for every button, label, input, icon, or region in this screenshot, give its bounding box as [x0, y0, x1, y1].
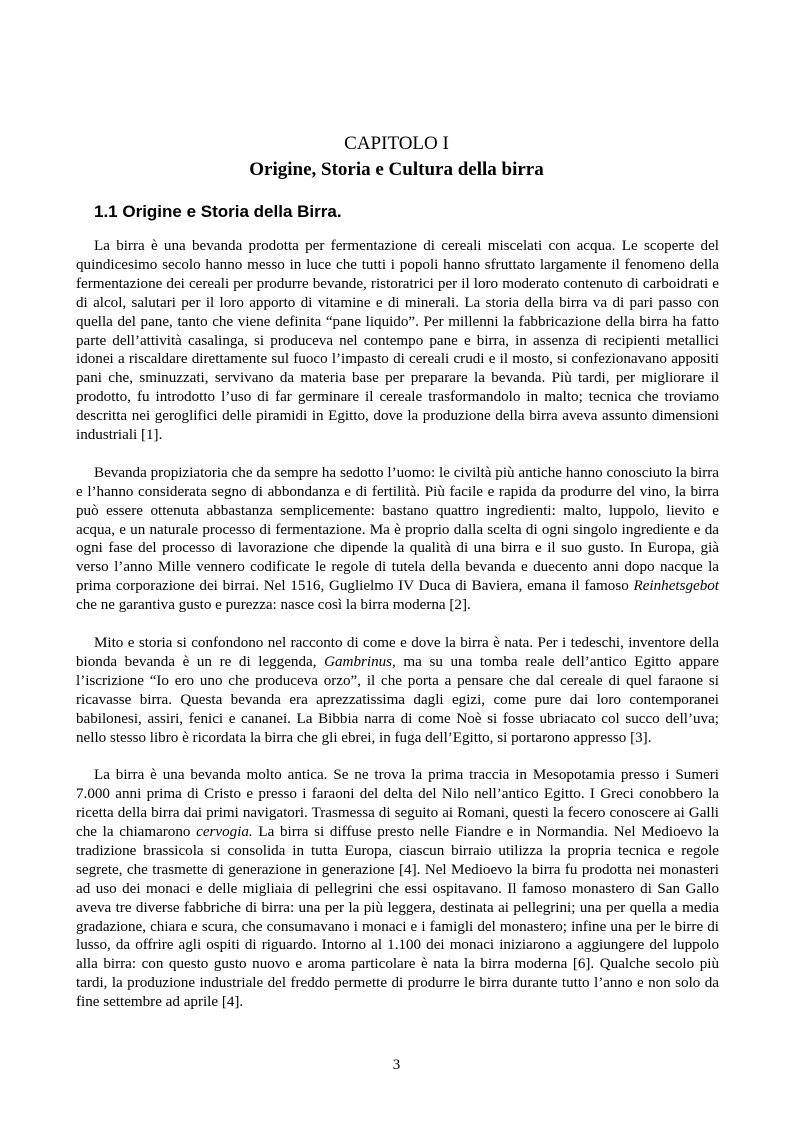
paragraph-4: [76, 766, 719, 1012]
paragraph-text: La birra è una bevanda prodotta per fermentazione di cereali miscelati con acqua. Le scoperte del quindicesimo secolo hanno messo in luce che tutti i popoli hanno sfruttato largamente il fenomeno della fermentazione dei cereali per produrre bevande, ristoratrici per il loro moderato contenuto di carboidrati e di alcol, salutari per il loro apporto di vitamine e di minerali. La storia della birra va di pari passo con quella del pane, tanto che viene definita “pane liquido”. Per millenni la fabbricazione della birra ha fatto parte dell’attività casalinga, si produceva nel contempo pane e birra, in assenza di recipienti metallici idonei a riscaldare direttamente sul fuoco l’impasto di cereali crudi e il mosto, si confezionavano appositi pani che, sminuzzati, servivano da materia base per preparare la bevanda. Più tardi, per migliorare il prodotto, fu introdotto l’uso di far germinare il cereale trasformandolo in malto; tecnica che troviamo descritta nei geroglifici delle piramidi in Egitto, dove la produzione della birra aveva assunto dimensioni industriali [1].: [76, 238, 719, 444]
section-heading: 1.1 Origine e Storia della Birra.: [94, 202, 342, 221]
paragraph-text: che ne garantiva gusto e purezza: nasce così la birra moderna [2].: [76, 597, 471, 614]
chapter-title: Origine, Storia e Cultura della birra: [249, 159, 544, 180]
paragraph-2: [76, 464, 719, 615]
chapter-label: CAPITOLO I: [344, 133, 449, 154]
paragraph-emphasis: Reinhetsgebot: [633, 578, 719, 595]
paragraph-text: La birra è una bevanda molto antica. Se ne trova la prima traccia in Mesopotamia presso i Sumeri 7.000 anni prima di Cristo e presso i faraoni del delta del Nilo nell’antico Egitto. I Greci conobbero la ricetta della birra dai primi navigatori. Trasmessa di seguito ai Romani, questi la fecero conoscere ai Galli che la chiamarono: [76, 767, 719, 841]
page-number: 3: [392, 1057, 401, 1073]
paragraph-emphasis: cervogia.: [196, 824, 253, 841]
paragraph-text: ma su una tomba reale dell’antico Egitto appare l’iscrizione “Io ero uno che produceva orzo”, il che porta a pensare che dal cereale di quel faraone si ricavasse birra. Questa bevanda era aprezzatissima dagli egizi, come pure dai loro contemporanei babilonesi, assiri, fenici e cananei. La Bibbia narra di come Noè si fosse ubriacato col succo dell’uva; nello stesso libro è ricordata la birra che gli ebrei, in fuga dell’Egitto, si portarono appresso [3].: [76, 653, 719, 746]
body-text: [76, 237, 719, 1012]
paragraph-3: [76, 634, 719, 747]
paragraph-1: [76, 237, 719, 445]
paragraph-text: Mito e storia si confondono nel racconto di come e dove la birra è nata. Per i tedeschi, inventore della bionda bevanda è un re di leggenda,: [76, 635, 719, 670]
paragraph-text: Bevanda propiziatoria che da sempre ha sedotto l’uomo: le civiltà più antiche hanno conosciuto la birra e l’hanno considerata segno di abbondanza e di fertilità. Più facile e rapida da produrre del vino, la birra può essere ottenuta abbastanza semplicemente: bastano quattro ingredienti: malto, luppolo, lievito e acqua, e un naturale processo di fermentazione. Ma è proprio dalla scelta di ogni singolo ingrediente e da ogni fase del processo di lavorazione che dipende la qualità di una birra e il suo gusto. In Europa, già verso l’anno Mille vennero codificate le regole di tutela della bevanda e duecento anni dopo nacque la prima corporazione dei birrai. Nel 1516, Guglielmo IV Duca di Baviera, emana il famoso: [76, 464, 719, 595]
paragraph-text: La birra si diffuse presto nelle Fiandre e in Normandia. Nel Medioevo la tradizione brassicola si consolida in tutta Europa, ciascun birraio utilizza la propria tecnica e regole segrete, che trasmette di generazione in generazione [4]. Nel Medioevo la birra fu prodotta nei monasteri ad uso dei monaci e delle migliaia di pellegrini che essi ospitavano. Il famoso monastero di San Gallo aveva tre diverse fabbriche di birra: una per la più leggera, destinata ai pellegrini; una per quella a media gradazione, chiara e scura, che consumavano i monaci e i famigli del monastero; infine una per le birre di lusso, da offrire agli ospiti di riguardo. Intorno al 1.100 dei monaci iniziarono a aggiungere del luppolo alla birra: con questo gusto nuovo e aroma particolare è nata la birra moderna [6]. Qualche secolo più tardi, la produzione industriale del freddo permette di produrre le birra durante tutto l’anno e non solo da fine settembre ad aprile [4].: [76, 824, 719, 1011]
paragraph-emphasis: Gambrinus,: [324, 653, 396, 670]
